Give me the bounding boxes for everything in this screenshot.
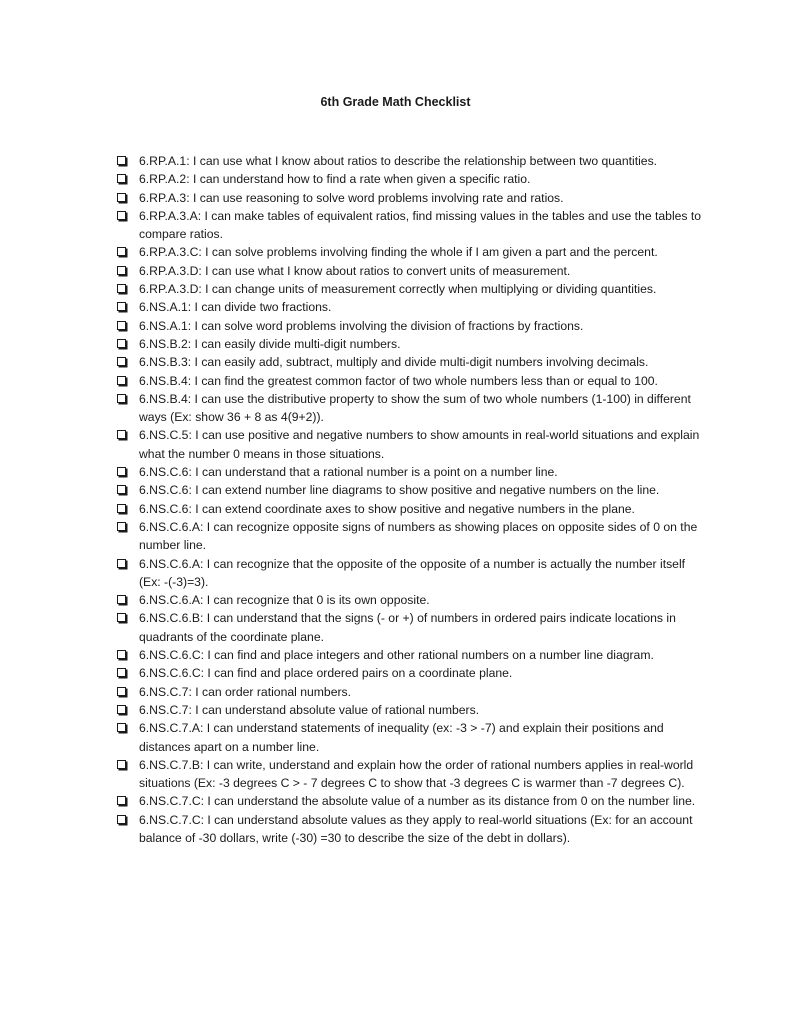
checklist-item-text: 6.NS.B.3: I can easily add, subtract, multiply and divide multi-digit numbers involving decimals.	[139, 355, 649, 370]
checklist-item-text: 6.NS.C.7.A: I can understand statements of inequality (ex: -3 > -7) and explain their positions and distances apart on a number line.	[139, 721, 664, 754]
checklist-item-text: 6.NS.B.2: I can easily divide multi-digit numbers.	[139, 336, 401, 351]
checklist-item-text: 6.NS.C.7: I can order rational numbers.	[139, 684, 352, 699]
checklist-item-text: 6.NS.C.6.A: I can recognize that the opposite of the opposite of a number is actually the number itself (Ex: -(-3)=3).	[139, 556, 686, 589]
checklist-item-text: 6.NS.C.6.C: I can find and place integers and other rational numbers on a number line diagram.	[139, 648, 654, 663]
checklist-item	[117, 335, 707, 353]
checkbox-icon[interactable]	[117, 705, 126, 714]
checkbox-icon[interactable]	[117, 174, 126, 183]
page-title: 6th Grade Math Checklist	[320, 95, 471, 109]
checklist-item-text: 6.NS.C.7.C: I can understand the absolute value of a number as its distance from 0 on the number line.	[139, 794, 696, 809]
checklist-item-text: 6.NS.C.6: I can understand that a rational number is a point on a number line.	[139, 465, 558, 480]
checkbox-icon[interactable]	[117, 266, 126, 275]
checkbox-icon[interactable]	[117, 595, 126, 604]
checkbox-icon[interactable]	[117, 815, 126, 824]
checkbox-icon[interactable]	[117, 284, 126, 293]
checklist-item-text: 6.NS.C.6: I can extend coordinate axes to show positive and negative numbers in the plane.	[139, 501, 635, 516]
checklist-item-text: 6.RP.A.1: I can use what I know about ratios to describe the relationship between two quantities.	[139, 154, 658, 168]
checklist-item	[117, 792, 707, 810]
checklist-item	[117, 591, 707, 609]
checklist-item-text: 6.RP.A.3.C: I can solve problems involving finding the whole if I am given a part and the percent.	[139, 245, 658, 260]
checkbox-icon[interactable]	[117, 687, 126, 696]
checklist-item	[117, 701, 707, 719]
checklist-item	[117, 646, 707, 664]
checklist-item	[117, 262, 707, 280]
checklist	[117, 152, 707, 847]
checklist-item	[117, 243, 707, 261]
checkbox-icon[interactable]	[117, 376, 126, 385]
checklist-item	[117, 719, 707, 756]
checkbox-icon[interactable]	[117, 650, 126, 659]
checklist-item-text: 6.NS.C.7: I can understand absolute value of rational numbers.	[139, 702, 480, 717]
checklist-item	[117, 298, 707, 316]
checklist-item-text: 6.NS.C.7.B: I can write, understand and explain how the order of rational numbers applies in real-world situations (Ex: -3 degrees C > - 7 degrees C to show that -3 degrees C is warmer than -7 degrees C).	[139, 757, 694, 791]
checkbox-icon[interactable]	[117, 522, 126, 531]
checkbox-icon[interactable]	[117, 156, 126, 165]
checkbox-icon[interactable]	[117, 321, 126, 330]
checklist-item	[117, 463, 707, 481]
checklist-item	[117, 811, 707, 848]
checklist-item	[117, 152, 707, 170]
checkbox-icon[interactable]	[117, 723, 126, 732]
checkbox-icon[interactable]	[117, 796, 126, 805]
checklist-item-text: 6.RP.A.3.A: I can make tables of equivalent ratios, find missing values in the tables and use the tables to compare ratios.	[139, 208, 702, 242]
checklist-item-text: 6.RP.A.3.D: I can use what I know about ratios to convert units of measurement.	[139, 263, 571, 278]
checkbox-icon[interactable]	[117, 247, 126, 256]
checklist-item	[117, 756, 707, 793]
checkbox-icon[interactable]	[117, 504, 126, 513]
checkbox-icon[interactable]	[117, 339, 126, 348]
checklist-item-text: 6.NS.A.1: I can solve word problems involving the division of fractions by fractions.	[139, 318, 584, 333]
checklist-item-text: 6.NS.B.4: I can find the greatest common factor of two whole numbers less than or equal to 100.	[139, 373, 658, 388]
checkbox-icon[interactable]	[117, 760, 126, 769]
checklist-item	[117, 353, 707, 371]
checklist-item-text: 6.NS.C.6: I can extend number line diagrams to show positive and negative numbers on the line.	[139, 483, 660, 498]
checklist-item-text: 6.NS.B.4: I can use the distributive property to show the sum of two whole numbers (1-100) in different ways (Ex: show 36 + 8 as 4(9+2)).	[139, 391, 691, 425]
checkbox-icon[interactable]	[117, 211, 126, 220]
checklist-item	[117, 170, 707, 188]
checkbox-icon[interactable]	[117, 357, 126, 366]
checklist-item	[117, 372, 707, 390]
checklist-item-text: 6.NS.C.6.A: I can recognize opposite signs of numbers as showing places on opposite sides of 0 on the number line.	[139, 519, 698, 553]
checkbox-icon[interactable]	[117, 467, 126, 476]
checkbox-icon[interactable]	[117, 302, 126, 311]
checklist-item	[117, 189, 707, 207]
checklist-item	[117, 555, 707, 592]
checklist-item-text: 6.NS.C.6.C: I can find and place ordered pairs on a coordinate plane.	[139, 666, 513, 681]
checklist-item	[117, 390, 707, 427]
checklist-item-text: 6.RP.A.3: I can use reasoning to solve word problems involving rate and ratios.	[139, 190, 564, 205]
checklist-item-text: 6.NS.C.6.A: I can recognize that 0 is its own opposite.	[139, 593, 430, 608]
checklist-item-text: 6.NS.C.5: I can use positive and negative numbers to show amounts in real-world situations and explain what the number 0 means in those situations.	[139, 428, 700, 461]
checkbox-icon[interactable]	[117, 613, 126, 622]
checklist-item	[117, 664, 707, 682]
checkbox-icon[interactable]	[117, 193, 126, 202]
checkbox-icon[interactable]	[117, 668, 126, 677]
checklist-item	[117, 280, 707, 298]
checkbox-icon[interactable]	[117, 394, 126, 403]
checklist-item	[117, 317, 707, 335]
checklist-item	[117, 500, 707, 518]
checkbox-icon[interactable]	[117, 430, 126, 439]
checklist-item	[117, 481, 707, 499]
checklist-item	[117, 518, 707, 555]
checkbox-icon[interactable]	[117, 559, 126, 568]
checklist-item	[117, 683, 707, 701]
checklist-item-text: 6.NS.C.6.B: I can understand that the signs (- or +) of numbers in ordered pairs indicate locations in quadrants of the coordinate plane.	[139, 611, 676, 644]
checkbox-icon[interactable]	[117, 485, 126, 494]
checklist-item-text: 6.NS.C.7.C: I can understand absolute values as they apply to real-world situations (Ex: for an account balance of -30 dollars, write (-30) =30 to describe the size of the debt in dollars).	[139, 812, 693, 845]
checklist-item-text: 6.NS.A.1: I can divide two fractions.	[139, 300, 332, 315]
checklist-item-text: 6.RP.A.2: I can understand how to find a rate when given a specific ratio.	[139, 172, 531, 187]
checklist-item	[117, 426, 707, 463]
checklist-item	[117, 609, 707, 646]
checklist-item-text: 6.RP.A.3.D: I can change units of measurement correctly when multiplying or dividing quantities.	[139, 282, 657, 297]
checklist-item	[117, 207, 707, 244]
